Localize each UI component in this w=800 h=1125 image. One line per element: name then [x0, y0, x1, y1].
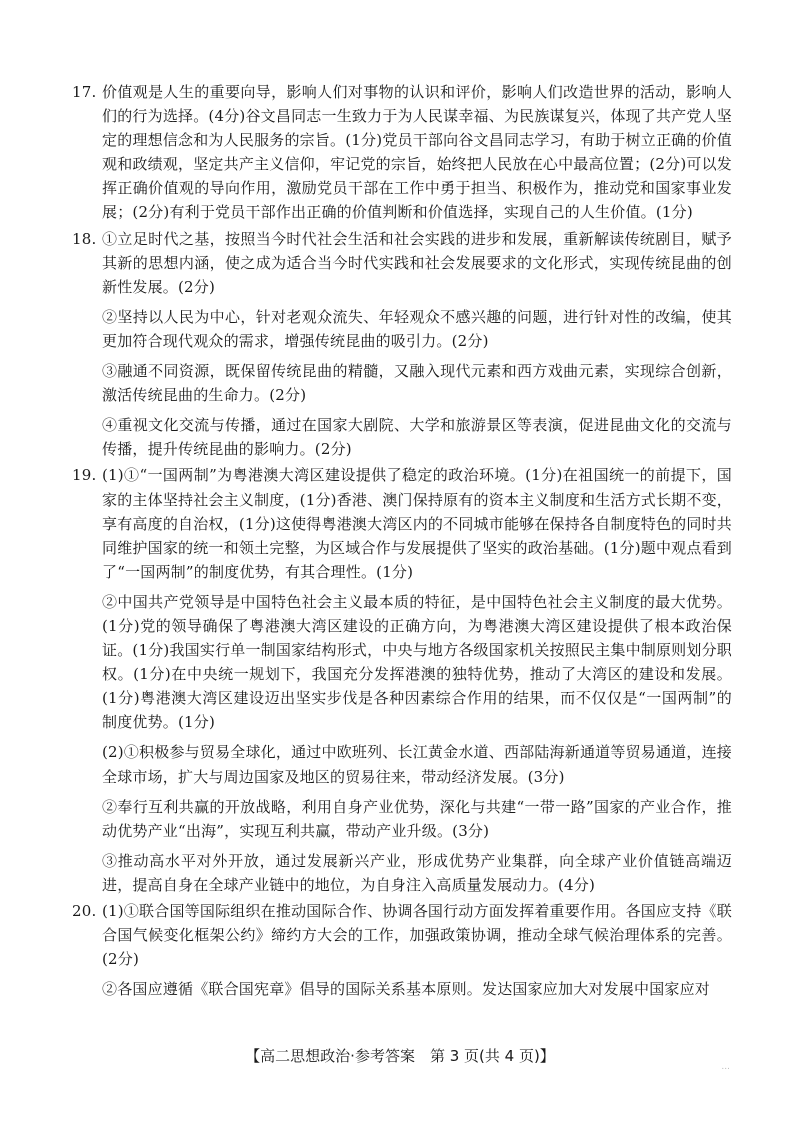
question-answer: [102, 227, 732, 462]
corner-mark: ...: [721, 1062, 730, 1072]
question-number: 17.: [72, 83, 97, 101]
question-number: 20.: [72, 902, 97, 920]
question-block: [72, 463, 732, 897]
answer-paragraph: (2)①积极参与贸易全球化，通过中欧班列、长江黄金水道、西部陆海新通道等贸易通道，连接全球市场，扩大与周边国家及地区的贸易往来，带动经济发展。(3分): [102, 743, 732, 786]
question-block: [72, 899, 732, 1001]
answer-paragraph: (1)①联合国等国际组织在推动国际合作、协调各国行动方面发挥着重要作用。各国应支持《联合国气候变化框架公约》缔约方大会的工作，加强政策协调，推动全球气候治理体系的完善。(2分): [102, 902, 732, 969]
answer-content: [72, 80, 732, 1001]
answer-paragraph: ②奉行互利共赢的开放战略，利用自身产业优势，深化与共建“一带一路”国家的产业合作，推动优势产业“出海”，实现互利共赢，带动产业升级。(3分): [102, 797, 732, 840]
question-block: [72, 80, 732, 225]
answer-paragraph: (1)①“一国两制”为粤港澳大湾区建设提供了稳定的政治环境。(1分)在祖国统一的前提下，国家的主体坚持社会主义制度，(1分)香港、澳门保持原有的资本主义制度和生活方式长期不变，享有高度的自治权，(1分)这使得粤港澳大湾区内的不同城市能够在保持各自制度特色的同时共同维护国家的统一和领土完整，为区域合作与发展提供了坚实的政治基础。(1分)题中观点看到了“一国两制”的制度优势，有其合理性。(1分): [102, 466, 732, 581]
answer-paragraph: ③推动高水平对外开放，通过发展新兴产业，形成优势产业集群，向全球产业价值链高端迈进，提高自身在全球产业链中的地位，为自身注入高质量发展动力。(4分): [102, 851, 732, 894]
question-answer: [102, 80, 732, 225]
answer-paragraph: ③融通不同资源，既保留传统昆曲的精髓，又融入现代元素和西方戏曲元素，实现综合创新，激活传统昆曲的生命力。(2分): [102, 362, 732, 405]
question-answer: [102, 899, 732, 1001]
answer-paragraph: ①立足时代之基，按照当今时代社会生活和社会实践的进步和发展，重新解读传统剧目，赋予其新的思想内涵，使之成为适合当今时代实践和社会发展要求的文化形式，实现传统昆曲的创新性发展。(2分): [102, 229, 732, 296]
answer-paragraph: ④重视文化交流与传播，通过在国家大剧院、大学和旅游景区等表演，促进昆曲文化的交流与传播，提升传统昆曲的影响力。(2分): [102, 416, 732, 459]
question-number: 18.: [72, 229, 97, 248]
page-footer: 【高二思想政治·参考答案 第 3 页(共 4 页)】: [245, 1047, 555, 1065]
answer-paragraph: ②坚持以人民为中心，针对老观众流失、年轻观众不感兴趣的问题，进行针对性的改编，使其更加符合现代观众的需求，增强传统昆曲的吸引力。(2分): [102, 307, 732, 350]
question-answer: [102, 463, 732, 897]
answer-paragraph: 价值观是人生的重要向导，影响人们对事物的认识和评价，影响人们改造世界的活动，影响人们的行为选择。(4分)谷文昌同志一生致力于为人民谋幸福、为民族谋复兴，体现了共产党人坚定的理想信念和为人民服务的宗旨。(1分)党员干部向谷文昌同志学习，有助于树立正确的价值观和政绩观，坚定共产主义信仰，牢记党的宗旨，始终把人民放在心中最高位置；(2分)可以发挥正确价值观的导向作用，激励党员干部在工作中勇于担当、积极作为，推动党和国家事业发展；(2分)有利于党员干部作出正确的价值判断和价值选择，实现自己的人生价值。(1分): [102, 83, 732, 222]
question-number: 19.: [72, 466, 97, 485]
question-block: [72, 227, 732, 462]
answer-paragraph: ②各国应遵循《联合国宪章》倡导的国际关系基本原则。发达国家应加大对发展中国家应对: [102, 980, 711, 999]
answer-paragraph: ②中国共产党领导是中国特色社会主义最本质的特征，是中国特色社会主义制度的最大优势。(1分)党的领导确保了粤港澳大湾区建设的正确方向，为粤港澳大湾区建设提供了根本政治保证。(1分)我国实行单一制国家结构形式，中央与地方各级国家机关按照民主集中制原则划分职权。(1分)在中央统一规划下，我国充分发挥港澳的独特优势，推动了大湾区的建设和发展。(1分)粤港澳大湾区建设迈出坚实步伐是各种因素综合作用的结果，而不仅仅是“一国两制”的制度优势。(1分): [102, 592, 732, 732]
